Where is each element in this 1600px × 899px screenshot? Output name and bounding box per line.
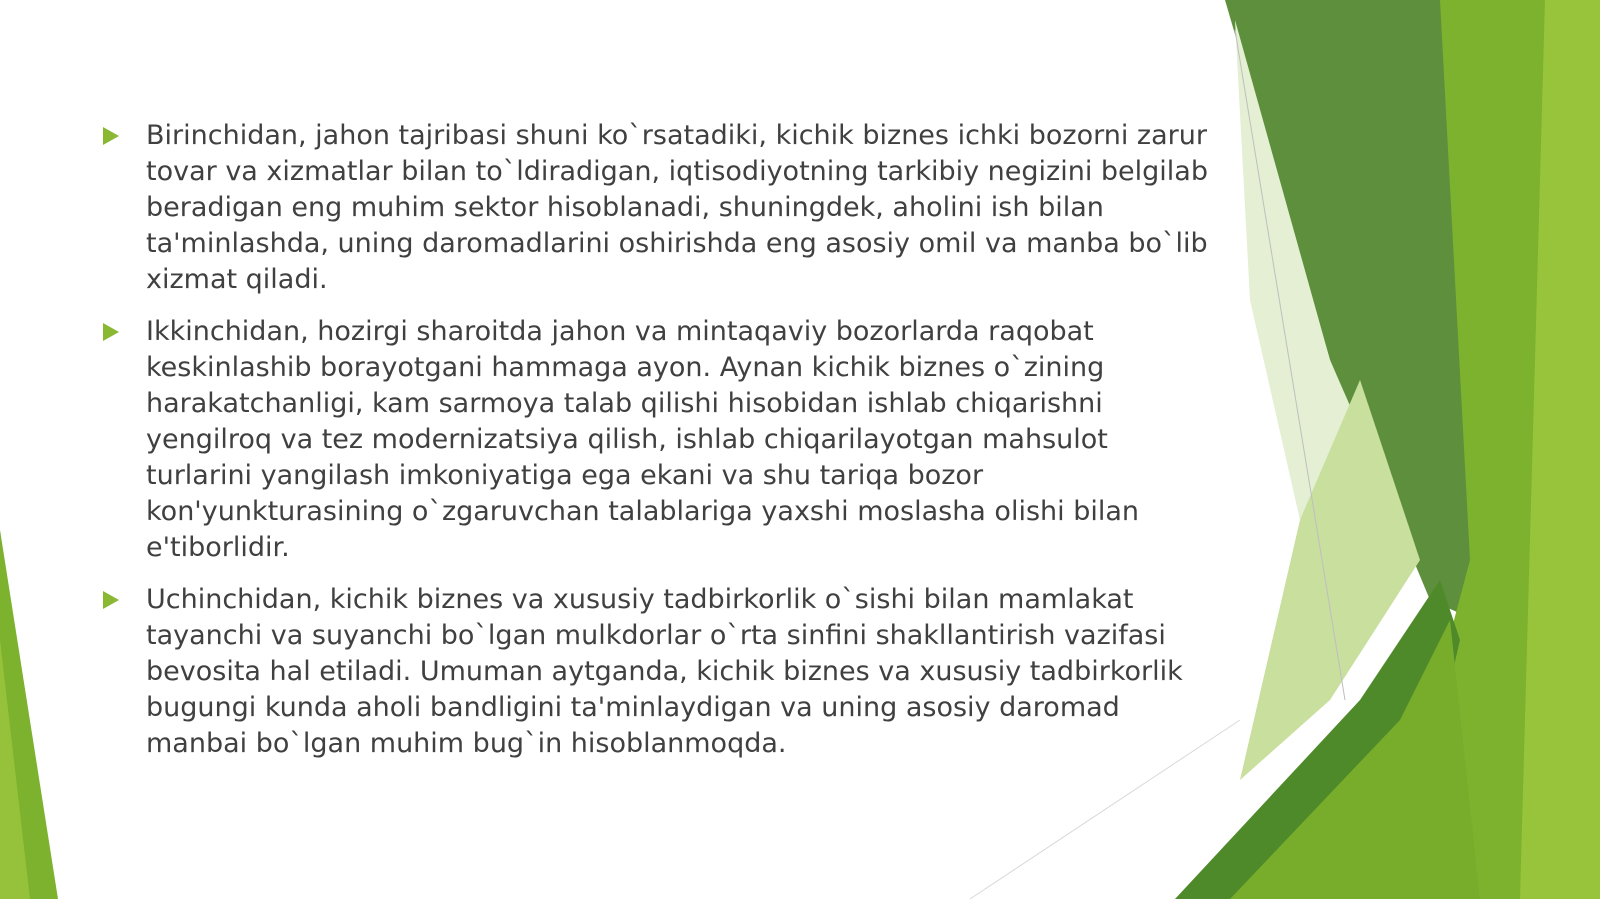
bullet-arrow-icon	[103, 127, 119, 145]
bullet-list	[100, 118, 1210, 778]
bullet-text: Uchinchidan, kichik biznes va xususiy tadbirkorlik o`sishi bilan mamlakat tayanchi va suyanchi bo`lgan mulkdorlar o`rta sinfini shakllantirish vazifasi bevosita hal etiladi. Umuman aytganda, kichik biznes va xususiy tadbirkorlik bugungi kunda aholi bandligini ta'minlaydigan va uning asosiy daromad manbai bo`lgan muhim bug`in hisoblanmoqda.	[146, 584, 1183, 759]
bullet-text: Birinchidan, jahon tajribasi shuni ko`rsatadiki, kichik biznes ichki bozorni zarur tovar va xizmatlar bilan to`ldiradigan, iqtisodiyotning tarkibiy negizini belgilab beradigan eng muhim sektor hisoblanadi, shuningdek, aholini ish bilan ta'minlashda, uning daromadlarini oshirishda eng asosiy omil va manba bo`lib xizmat qiladi.	[146, 120, 1208, 295]
bullet-arrow-icon	[103, 591, 119, 609]
bullet-item-1	[100, 118, 1210, 298]
bullet-arrow-icon	[103, 323, 119, 341]
bullet-text: Ikkinchidan, hozirgi sharoitda jahon va mintaqaviy bozorlarda raqobat keskinlashib borayotgani hammaga ayon. Aynan kichik biznes o`zining harakatchanligi, kam sarmoya talab qilishi hisobidan ishlab chiqarishni yengilroq va tez modernizatsiya qilish, ishlab chiqarilayotgan mahsulot turlarini yangilash imkoniyatiga ega ekani va shu tariqa bozor kon'yunkturasining o`zgaruvchan talablariga yaxshi moslasha olishi bilan e'tiborlidir.	[146, 316, 1140, 563]
bullet-item-2	[100, 314, 1210, 566]
bullet-item-3	[100, 582, 1210, 762]
